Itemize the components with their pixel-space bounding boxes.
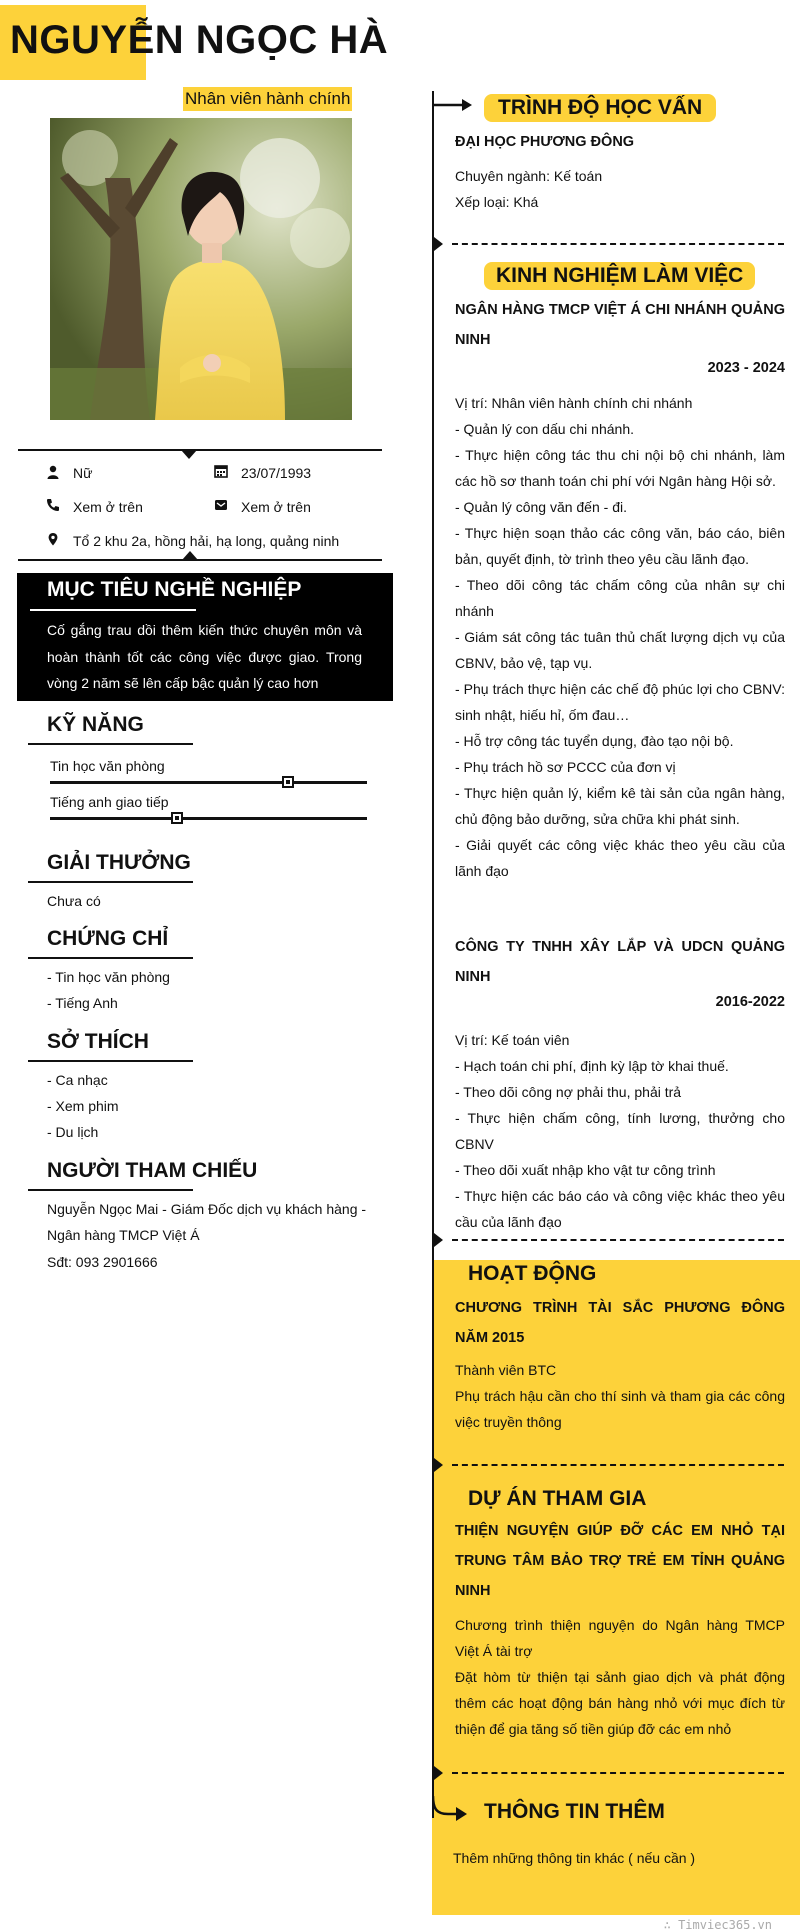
job-company: NGÂN HÀNG TMCP VIỆT Á CHI NHÁNH QUẢNG NINH (455, 302, 785, 348)
section-connector (434, 98, 474, 112)
certificates-title: CHỨNG CHỈ (47, 927, 169, 950)
job-duty: - Hạch toán chi phí, định kỳ lập tờ khai thuế. (455, 1058, 729, 1074)
timeline-arrow (434, 1766, 443, 1780)
email: Xem ở trên (241, 499, 311, 515)
objective-title: MỤC TIÊU NGHỀ NGHIỆP (47, 578, 302, 601)
calendar-icon (214, 464, 228, 478)
certificates-underline (28, 957, 193, 959)
job-duty: - Quản lý con dấu chi nhánh. (455, 421, 635, 437)
job-duty: - Giải quyết các công việc khác theo yêu cầu của lãnh đạo (455, 837, 785, 879)
job-duty: Vị trí: Kế toán viên (455, 1032, 570, 1048)
location-icon (46, 532, 60, 546)
timeline-arrow (434, 237, 443, 251)
skill-bar (50, 817, 367, 820)
projects-title: DỰ ÁN THAM GIA (468, 1487, 647, 1510)
experience-title: KINH NGHIỆM LÀM VIỆC (484, 262, 755, 290)
extra-text: Thêm những thông tin khác ( nếu cần ) (453, 1850, 696, 1866)
skills-underline (28, 743, 193, 745)
certificate-item: - Tiếng Anh (47, 995, 118, 1011)
job-duty: - Phụ trách thực hiện các chế độ phúc lợi cho CBNV: sinh nhật, hiếu hỉ, ốm đau… (455, 681, 785, 723)
user-icon (46, 465, 60, 479)
skill-bar (50, 781, 367, 784)
activity-event: CHƯƠNG TRÌNH TÀI SẮC PHƯƠNG ĐÔNG NĂM 2015 (455, 1300, 785, 1346)
references-title: NGƯỜI THAM CHIẾU (47, 1159, 258, 1182)
job-duty: - Thực hiện công tác thu chi nội bộ chi nhánh, làm các hồ sơ thanh toán chi phí với Ngân hàng Hội sở. (455, 447, 785, 489)
project-sponsor: Chương trình thiện nguyện do Ngân hàng TMCP Việt Á tài trợ (455, 1617, 785, 1659)
job-years: 2016-2022 (715, 994, 785, 1010)
job-duty: - Theo dõi công nợ phải thu, phải trả (455, 1084, 682, 1100)
reference-phone: Sđt: 093 2901666 (47, 1254, 158, 1270)
timeline-line (432, 91, 434, 1818)
skill-name: Tin học văn phòng (50, 758, 165, 774)
certificate-item: - Tin học văn phòng (47, 969, 170, 985)
section-divider (452, 1239, 784, 1241)
job-duties (455, 390, 785, 884)
hobby-item: - Ca nhạc (47, 1072, 108, 1088)
objective-underline (30, 609, 196, 611)
address: Tổ 2 khu 2a, hồng hải, hạ long, quảng ninh (73, 533, 340, 549)
section-connector (432, 1796, 472, 1824)
activity-desc: Phụ trách hậu cần cho thí sinh và tham gia các công việc truyền thông (455, 1388, 785, 1430)
birthday: 23/07/1993 (241, 465, 312, 481)
hobby-item: - Xem phim (47, 1098, 119, 1114)
section-divider (452, 1464, 784, 1466)
education-title: TRÌNH ĐỘ HỌC VẤN (484, 94, 716, 122)
watermark (664, 1918, 772, 1931)
education-school: ĐẠI HỌC PHƯƠNG ĐÔNG (455, 134, 635, 150)
skill-level-marker (282, 776, 294, 788)
job-title: Nhân viên hành chính (183, 87, 352, 111)
candidate-name: NGUYỄN NGỌC HÀ (10, 18, 389, 62)
job-duty: - Quản lý công văn đến - đi. (455, 499, 627, 515)
job-company: CÔNG TY TNHH XÂY LẮP VÀ UDCN QUẢNG NINH (455, 939, 785, 985)
divider-notch (181, 450, 197, 459)
info-divider-top (18, 449, 382, 451)
job-duty: - Thực hiện soạn thảo các công văn, báo cáo, biên bản, quyết định, tờ trình theo yêu cầu lãnh đạo. (455, 525, 785, 567)
job-duty: - Thực hiện quản lý, kiểm kê tài sản của ngân hàng, chủ động bảo dưỡng, sửa chữa khi phát sinh. (455, 785, 785, 827)
hobbies-underline (28, 1060, 193, 1062)
job-duties (455, 1027, 785, 1235)
awards-text: Chưa có (47, 893, 101, 909)
hobbies-title: SỞ THÍCH (47, 1030, 149, 1053)
job-duty: - Theo dõi xuất nhập kho vật tư công trình (455, 1162, 716, 1178)
email-icon (214, 498, 228, 512)
hobby-item: - Du lịch (47, 1124, 99, 1140)
reference-person: Nguyễn Ngọc Mai - Giám Đốc dịch vụ khách hàng - Ngân hàng TMCP Việt Á (47, 1201, 367, 1243)
job-years: 2023 - 2024 (707, 360, 785, 376)
timeline-arrow (434, 1233, 443, 1247)
activity-role: Thành viên BTC (455, 1362, 557, 1378)
job-duty: - Giám sát công tác tuân thủ chất lượng dịch vụ của CBNV, bảo vệ, tạp vụ. (455, 629, 785, 671)
profile-photo (50, 118, 352, 420)
info-divider-bottom (18, 559, 382, 561)
objective-text: Cố gắng trau dồi thêm kiến thức chuyên môn và hoàn thành tốt các công việc được giao. Trong vòng 2 năm sẽ lên cấp bậc quản lý cao hơn (47, 622, 362, 691)
phone: Xem ở trên (73, 499, 143, 515)
timeline-arrow (434, 1458, 443, 1472)
phone-icon (46, 498, 60, 512)
extra-title: THÔNG TIN THÊM (484, 1800, 665, 1823)
project-desc: Đặt hòm từ thiện tại sảnh giao dịch và phát động thêm các hoạt động bán hàng nhỏ với mục đích từ thiện để gia tăng số tiền giúp đỡ các em nhỏ (455, 1669, 785, 1737)
skill-level-marker (171, 812, 183, 824)
skill-name: Tiếng anh giao tiếp (50, 794, 169, 810)
job-duty: - Hỗ trợ công tác tuyển dụng, đào tạo nội bộ. (455, 733, 734, 749)
awards-underline (28, 881, 193, 883)
job-duty: Vị trí: Nhân viên hành chính chi nhánh (455, 395, 693, 411)
awards-title: GIẢI THƯỞNG (47, 851, 191, 874)
education-grade: Xếp loại: Khá (455, 194, 539, 210)
job-duty: - Thực hiện các báo cáo và công việc khác theo yêu cầu của lãnh đạo (455, 1188, 785, 1230)
job-duty: - Theo dõi công tác chấm công của nhân sự chi nhánh (455, 577, 785, 619)
watermark-icon: ∴ (663, 1918, 679, 1931)
section-divider (452, 1772, 784, 1774)
activities-title: HOẠT ĐỘNG (468, 1262, 597, 1285)
job-duty: - Phụ trách hồ sơ PCCC của đơn vị (455, 759, 676, 775)
job-duty: - Thực hiện chấm công, tính lương, thưởng cho CBNV (455, 1110, 785, 1152)
education-major: Chuyên ngành: Kế toán (455, 168, 603, 184)
gender: Nữ (73, 465, 93, 481)
references-underline (28, 1189, 193, 1191)
section-divider (452, 243, 784, 245)
skills-title: KỸ NĂNG (47, 713, 144, 736)
watermark-text: Timviec365.vn (678, 1918, 772, 1931)
project-name: THIỆN NGUYỆN GIÚP ĐỠ CÁC EM NHỎ TẠI TRUNG TÂM BẢO TRỢ TRẺ EM TỈNH QUẢNG NINH (455, 1523, 785, 1599)
